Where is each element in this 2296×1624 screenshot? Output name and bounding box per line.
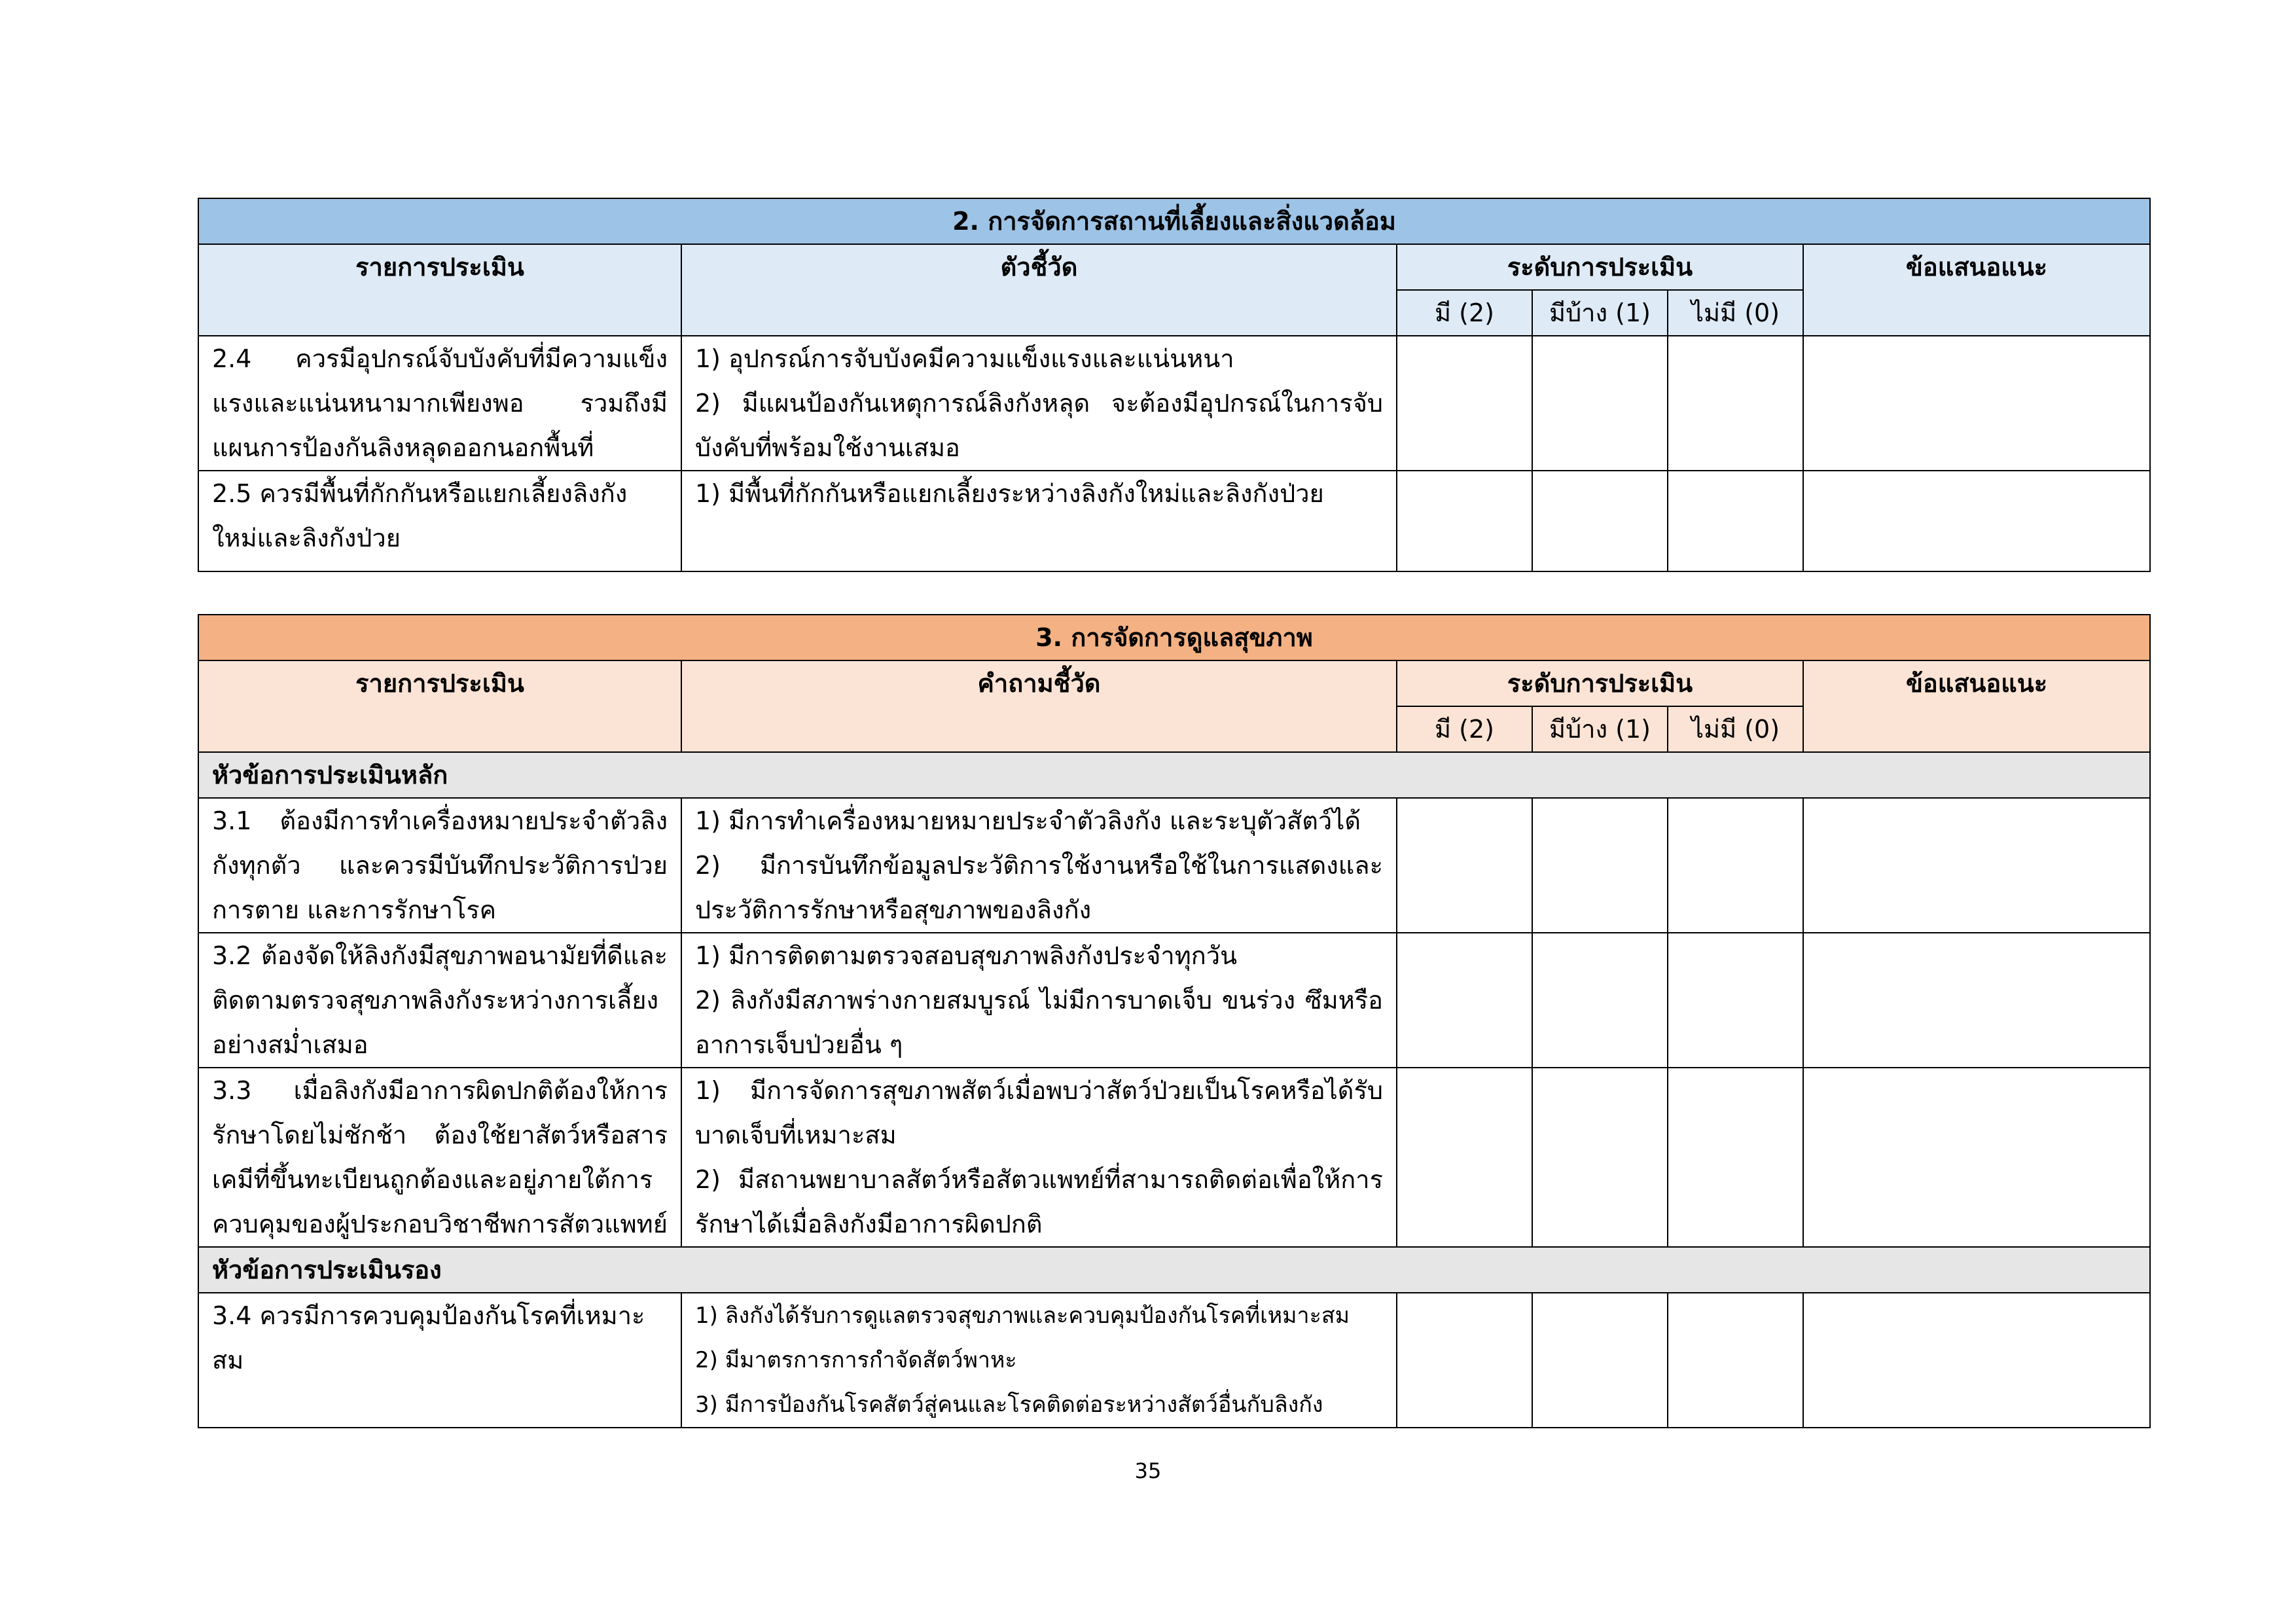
suggestion-cell[interactable] [1803,798,2150,933]
row-item [198,471,681,571]
header-level-yes: มี (2) [1397,290,1532,336]
score-cell-some[interactable] [1532,471,1668,571]
score-cell-some[interactable] [1532,933,1668,1068]
section-3-table [198,614,2151,1428]
header-suggestion: ข้อแสนอแนะ [1803,660,2150,752]
score-cell-no[interactable] [1668,1068,1803,1247]
header-level-no: ไม่มี (0) [1668,290,1803,336]
row-indicator [681,933,1397,1068]
suggestion-cell[interactable] [1803,471,2150,571]
row-item [198,1293,681,1428]
suggestion-cell[interactable] [1803,1293,2150,1428]
score-cell-yes[interactable] [1397,798,1532,933]
score-cell-no[interactable] [1668,933,1803,1068]
row-item-text: 2.5 ควรมีพื้นที่กักกันหรือแยกเลี้ยงลิงกังใหม่และลิงกังป่วย [212,479,628,552]
row-indicator [681,336,1397,471]
row-item [198,1068,681,1247]
row-indicator-text: 1) มีการทำเครื่องหมายหมายประจำตัวลิงกัง และระบุตัวสัตว์ได้ 2) มีการบันทึกข้อมูลประวัติการใช้งานหรือใช้ในการแสดงและประวัติการรักษาหรือสุขภาพของลิงกัง [695,806,1383,924]
suggestion-cell[interactable] [1803,933,2150,1068]
table-row [198,798,2150,933]
table-row [198,336,2150,471]
row-item-text: 3.4 ควรมีการควบคุมป้องกันโรคที่เหมาะสม [212,1301,645,1375]
table-row [198,1068,2150,1247]
header-level: ระดับการประเมิน [1397,244,1803,290]
score-cell-no[interactable] [1668,336,1803,471]
row-item-text: 3.1 ต้องมีการทำเครื่องหมายประจำตัวลิงกังทุกตัว และควรมีบันทึกประวัติการป่วย การตาย และการรักษาโรค [212,806,668,924]
section-2-title: 2. การจัดการสถานที่เลี้ยงและสิ่งแวดล้อม [198,198,2150,244]
header-level: ระดับการประเมิน [1397,660,1803,706]
row-indicator [681,798,1397,933]
section-2-table [198,198,2151,572]
row-indicator [681,1068,1397,1247]
score-cell-yes[interactable] [1397,933,1532,1068]
score-cell-no[interactable] [1668,798,1803,933]
row-item [198,933,681,1068]
row-indicator [681,1293,1397,1428]
score-cell-some[interactable] [1532,798,1668,933]
header-level-yes: มี (2) [1397,706,1532,752]
row-indicator-text: 1) มีพื้นที่กักกันหรือแยกเลี้ยงระหว่างลิงกังใหม่และลิงกังป่วย [695,479,1324,508]
row-indicator-text: 1) อุปกรณ์การจับบังคมีความแข็งแรงและแน่นหนา 2) มีแผนป้องกันเหตุการณ์ลิงกังหลุด จะต้องมีอุปกรณ์ในการจับบังคับที่พร้อมใช้งานเสมอ [695,344,1383,462]
row-item-text: 3.2 ต้องจัดให้ลิงกังมีสุขภาพอนามัยที่ดีและติดตามตรวจสุขภาพลิงกังระหว่างการเลี้ยงอย่างสม่ำเสมอ [212,941,668,1059]
score-cell-some[interactable] [1532,1068,1668,1247]
header-indicator: คำถามชี้วัด [681,660,1397,752]
secondary-criteria-heading: หัวข้อการประเมินรอง [198,1247,2150,1293]
score-cell-yes[interactable] [1397,471,1532,571]
header-item: รายการประเมิน [198,660,681,752]
table-row [198,471,2150,571]
row-indicator-text: 1) ลิงกังได้รับการดูแลตรวจสุขภาพและควบคุมป้องกันโรคที่เหมาะสม 2) มีมาตรการการกำจัดสัตว์พาหะ 3) มีการป้องกันโรคสัตว์สู่คนและโรคติดต่อระหว่างสัตว์อื่นกับลิงกัง [695,1303,1350,1418]
score-cell-some[interactable] [1532,336,1668,471]
section-3-title: 3. การจัดการดูแลสุขภาพ [198,615,2150,660]
table-row [198,933,2150,1068]
row-indicator-text: 1) มีการจัดการสุขภาพสัตว์เมื่อพบว่าสัตว์ป่วยเป็นโรคหรือได้รับบาดเจ็บที่เหมาะสม 2) มีสถานพยาบาลสัตว์หรือสัตวแพทย์ที่สามารถติดต่อเพื่อให้การรักษาได้เมื่อลิงกังมีอาการผิดปกติ [695,1076,1383,1238]
score-cell-no[interactable] [1668,1293,1803,1428]
header-level-some: มีบ้าง (1) [1532,706,1668,752]
row-item-text: 2.4 ควรมีอุปกรณ์จับบังคับที่มีความแข็งแรงและแน่นหนามากเพียงพอ รวมถึงมีแผนการป้องกันลิงหลุดออกนอกพื้นที่ [212,344,668,462]
row-item-text: 3.3 เมื่อลิงกังมีอาการผิดปกติต้องให้การรักษาโดยไม่ชักช้า ต้องใช้ยาสัตว์หรือสารเคมีที่ขึ้นทะเบียนถูกต้องและอยู่ภายใต้การควบคุมของผู้ประกอบวิชาชีพการสัตวแพทย์ [212,1076,668,1238]
row-indicator [681,471,1397,571]
score-cell-some[interactable] [1532,1293,1668,1428]
score-cell-yes[interactable] [1397,336,1532,471]
main-criteria-heading: หัวข้อการประเมินหลัก [198,752,2150,798]
row-item [198,798,681,933]
row-item [198,336,681,471]
row-indicator-text: 1) มีการติดตามตรวจสอบสุขภาพลิงกังประจำทุกวัน 2) ลิงกังมีสภาพร่างกายสมบูรณ์ ไม่มีการบาดเจ็บ ขนร่วง ซึมหรืออาการเจ็บป่วยอื่น ๆ [695,941,1383,1059]
header-suggestion: ข้อแสนอแนะ [1803,244,2150,336]
header-indicator: ตัวชี้วัด [681,244,1397,336]
table-row [198,1293,2150,1428]
suggestion-cell[interactable] [1803,1068,2150,1247]
header-level-no: ไม่มี (0) [1668,706,1803,752]
header-level-some: มีบ้าง (1) [1532,290,1668,336]
score-cell-no[interactable] [1668,471,1803,571]
header-item: รายการประเมิน [198,244,681,336]
score-cell-yes[interactable] [1397,1068,1532,1247]
suggestion-cell[interactable] [1803,336,2150,471]
score-cell-yes[interactable] [1397,1293,1532,1428]
page-number: 35 [1134,1458,1162,1483]
